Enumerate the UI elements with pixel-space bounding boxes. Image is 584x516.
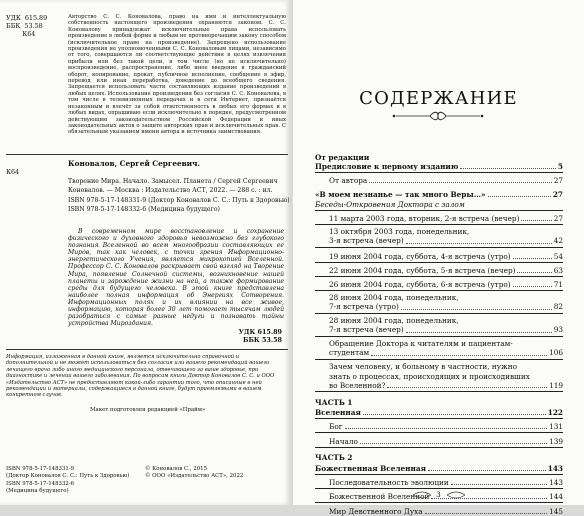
biblio-line: ISBN 978-5-17-148331-9 (Доктор Коновалов С. С.: Путь к Здоровью): [68, 196, 290, 204]
toc-row[interactable]: 13 октября 2003 года, понедельник, 3-я встреча (вечер) 42: [329, 227, 563, 246]
toc-rule: [315, 290, 563, 291]
copyright-block: © Коновалов С., 2015 © ООО «Издательство АСТ», 2022: [145, 466, 244, 480]
toc-rule: [315, 313, 563, 314]
toc-rule: [315, 210, 563, 211]
toc-row[interactable]: От автора 27: [329, 176, 563, 186]
toc-row[interactable]: Обращение Доктора к читателям и пациентам- студентам 106: [329, 338, 563, 357]
udc-line: УДК 615.89: [6, 14, 48, 22]
toc-row[interactable]: 19 июня 2004 года, суббота, 4-я встреча (утро) 54: [329, 251, 563, 261]
toc-row[interactable]: Зачем человеку, и больному в частности, нужно знать о процессах, происходящих и происходивших во Вселенной? 119: [329, 361, 563, 390]
toc-rule: [315, 359, 563, 360]
toc-row[interactable]: 22 июня 2004 года, суббота, 5-я встреча (вечер) 63: [329, 265, 563, 275]
toc-row[interactable]: Божественная Вселенная 143: [315, 463, 563, 473]
k64-line: К64: [6, 30, 36, 38]
divider: [6, 349, 288, 350]
toc-row[interactable]: 28 июня 2004 года, понедельник, 7-я встреча (утро) 82: [329, 293, 563, 312]
page-number: 3: [436, 491, 441, 499]
toc-rule: [315, 432, 563, 433]
author-sign: К64: [6, 168, 20, 176]
annotation: В современном мире восстановление и сохранение физического и духовного здоровья невозможно без глубокого познания Вселенной во всем многообразии составляющих ее Миров, так как человек, с точки зрения Информационно-энергетического Учения, является микрокопией Вселенной. Профессор С. С. Коновалов раскрывает свой взгляд на Творение Мира, появление Солнечной системы, возникновение нашей планеты и зарождение жизни на ней, а также формирование среды для будущего человека. В этой книге представлена наиболее полная информация об Энергиях Сотворения. Информационных полях и их влиянии на все живое, информацию, которая более 30 лет помогает тысячам людей разобраться с самые разные недуги и познавать тайны устройства Мироздания.: [68, 228, 284, 328]
toc-part-label: ЧАСТЬ 2: [315, 453, 353, 463]
toc-row[interactable]: 26 июня 2004 года, суббота, 6-я встреча (утро) 71: [329, 280, 563, 290]
toc-row[interactable]: Начало 139: [329, 436, 563, 446]
udc-line: УДК 615.89: [238, 328, 282, 336]
toc-rule: [315, 502, 563, 503]
bbk-line: ББК 53.58: [6, 22, 43, 30]
toc-row[interactable]: «В моем незнанье — так много Веры…» 27: [315, 189, 563, 199]
toc-rule: [315, 172, 563, 173]
toc-part-label: ЧАСТЬ 1: [315, 397, 353, 407]
toc-rule: [315, 276, 563, 277]
page-title: СОДЕРЖАНИЕ: [359, 88, 518, 109]
table-of-contents: [315, 152, 563, 516]
toc-rule: [315, 447, 563, 448]
toc-row[interactable]: Мир Девственного Духа 145: [329, 506, 563, 516]
udc-block: [6, 14, 47, 38]
isbn-block: ISBN 978-5-17-148331-9 (Доктор Коновалов С. С.: Путь к Здоровью) ISBN 978-5-17-148332-6 (Медицина будущего): [6, 466, 130, 495]
left-page: [0, 0, 290, 505]
disclaimer: Информация, изложенная в данной книге, является исключительно справочной и дополнительной и не может использоваться без согласия или вашего рекомендаций вашего лечащего врача либо иного медицинского персонала, отвечающего за ваше здоровье, при диагностике и лечении вашего заболевания. По вопросам книги Доктор Коновалов С. С. и ООО «Издательство АСТ» не предоставляют какой-либо гарантии того, что описанные в ней рекомендации и материалы, содержащиеся в данной книге, будут приемлемыми в вашем конкретном случае.: [6, 354, 275, 399]
toc-row[interactable]: 28 июня 2004 года, понедельник, 7-я встреча (вечер) 93: [329, 316, 563, 335]
toc-row[interactable]: Предисловие к первому изданию 5: [315, 161, 563, 171]
toc-row[interactable]: 11 марта 2003 года, вторник, 2-я встреча (вечер) 27: [329, 214, 563, 224]
toc-rule: [315, 391, 563, 392]
right-page: [293, 0, 584, 516]
bbk-line: ББК 53.58: [243, 336, 282, 344]
ornament-icon: [388, 110, 488, 122]
toc-rule: [315, 247, 563, 248]
biblio-author: Коновалов, Сергей Сергеевич.: [68, 159, 200, 168]
toc-row[interactable]: Божественной Вселенной 144: [329, 492, 563, 502]
toc-row[interactable]: Вселенная 122: [315, 408, 563, 418]
biblio-record: [68, 168, 290, 215]
toc-row[interactable]: Бог 131: [329, 422, 563, 432]
toc-rule: [315, 488, 563, 489]
rights-notice: Авторство С. С. Коновалова, право на имя и интеллектуальную собственность настоящего произведения охраняются законом. С. С. Коновалову принадлежат исключительные права использовать произведение в любой форме и любым не противоречащим закону способом (исключительное право на произведение). Запрещено использование произведения не уполномоченными С. С. Коноваловым лицами, независимо от того, совершаются ли соответствующие действия в целях извлечения прибыли или без такой цели, в том числе (но не исключительно) воспроизведение, распространение, либо иное введение в гражданский оборот, копирование, прокат, публичное исполнение, сообщение в эфир, перевод или иная переработка, доведение до всеобщего сведения. Запрещается использовать части составляющих издание произведений в любых целях. Использование произведения без согласия С. С. Коновалова, в том числе в телевизионных передачах и в сети Интернет, признаётся незаконным и влечёт за собой ответственность в любых его формах и в любых видах, опрашиваю если исключительно в порядке, предусмотренном действующим законодательством Российской Федерации и иных законодательных актов о защите авторских прав и исключительных прав. С обязательным указанием имени автора и источника заимствования.: [68, 14, 286, 136]
toc-rule: [315, 418, 563, 419]
toc-rule: [315, 336, 563, 337]
biblio-line: Коновалов. — Москва : Издательство АСТ, 2022. — 288 с. : ил.: [68, 187, 273, 195]
toc-rule: [315, 474, 563, 475]
toc-subheading: Беседы-Откровения Доктора с залом: [315, 199, 465, 209]
divider: [6, 154, 288, 155]
layout-credit: Макет подготовлен редакцией «Прайм»: [90, 407, 206, 413]
toc-row[interactable]: Последовательность эволюции 143: [329, 478, 563, 488]
toc-rule: [315, 262, 563, 263]
biblio-line: Творение Мира. Начало. Замысел. Планета / Сергей Сергеевич: [68, 178, 278, 185]
toc-rule: [315, 224, 563, 225]
biblio-line: ISBN 978-5-17-148332-6 (Медицина будущего): [68, 206, 220, 214]
udc-block-bottom: [239, 328, 282, 344]
toc-editorial: От редакции: [315, 153, 370, 163]
